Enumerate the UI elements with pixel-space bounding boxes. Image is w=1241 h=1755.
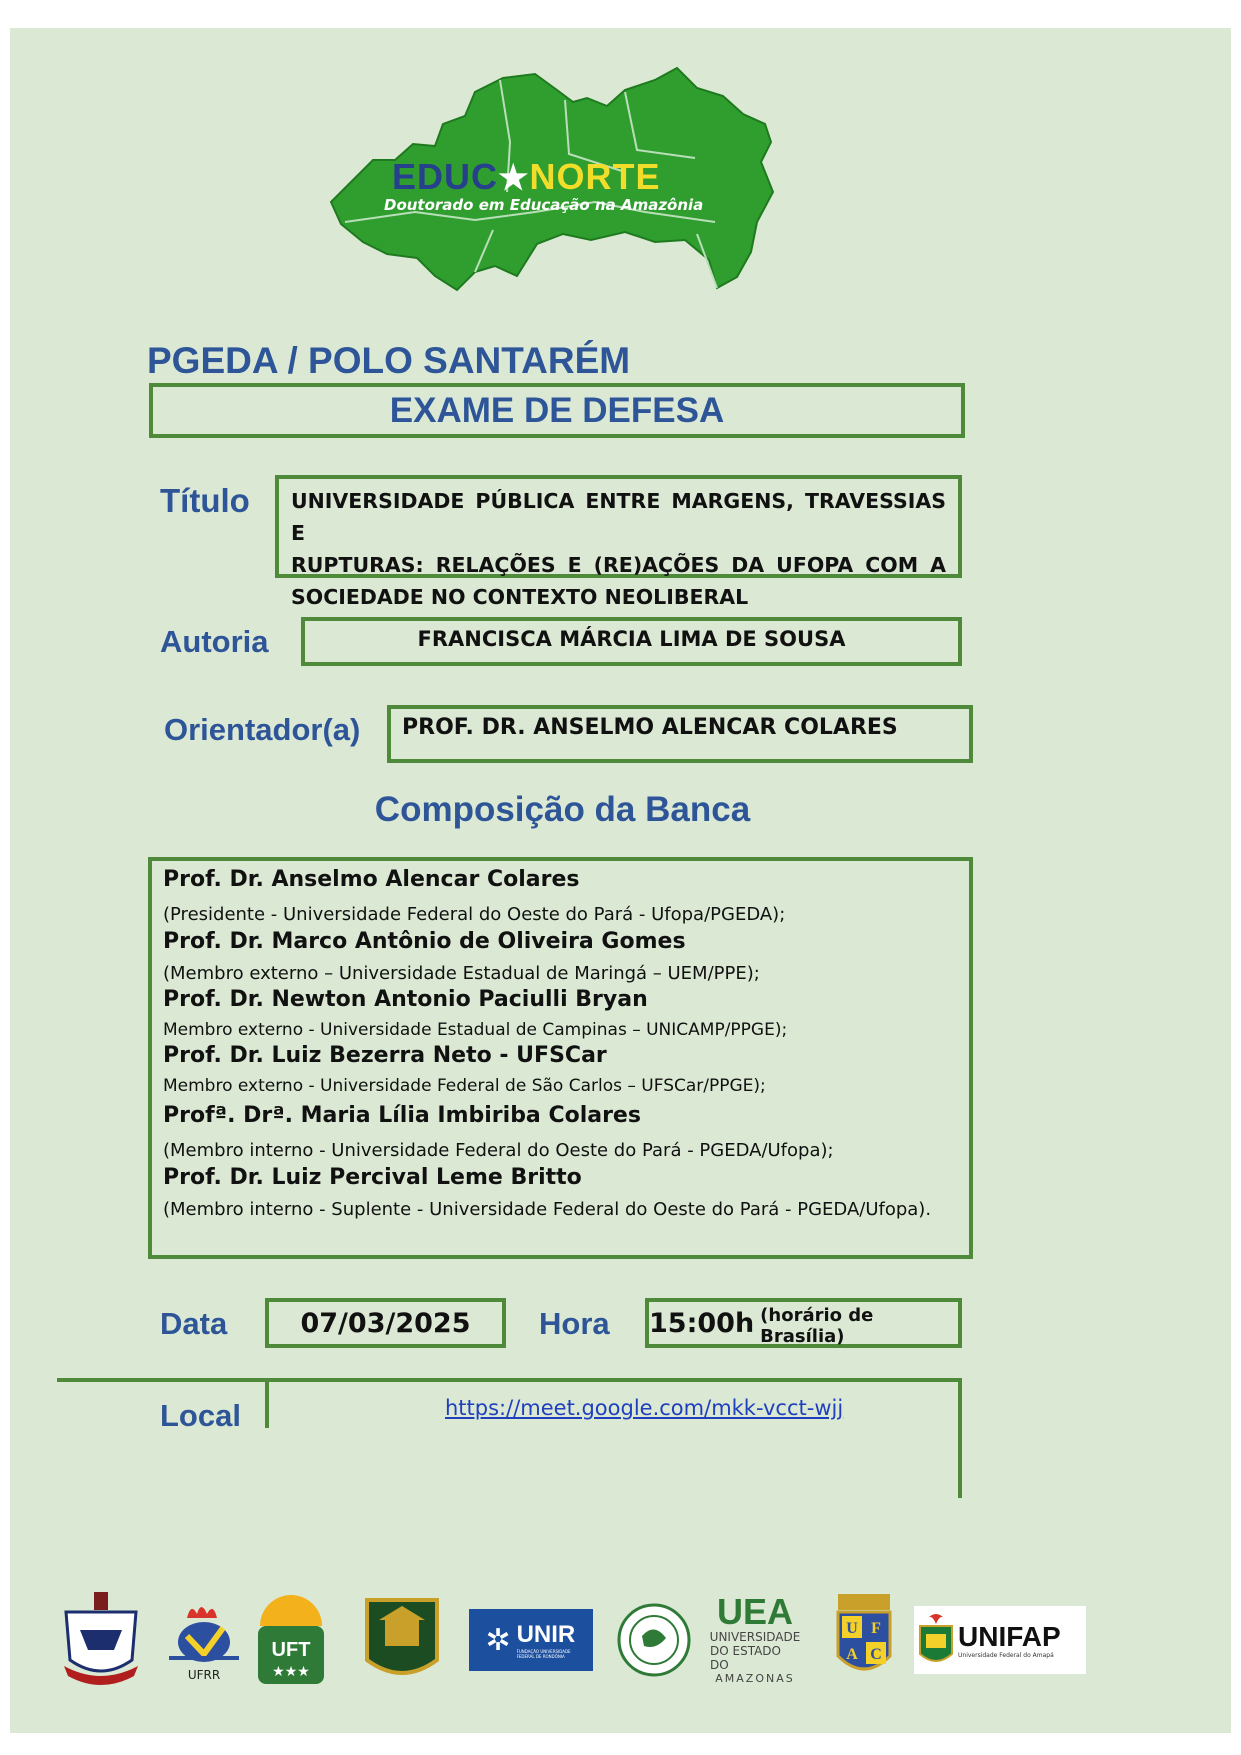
banca-list	[163, 867, 953, 1225]
ufpa-seal-icon	[60, 1590, 142, 1690]
orientador-value: PROF. DR. ANSELMO ALENCAR COLARES	[402, 715, 898, 740]
data-value: 07/03/2025	[300, 1307, 471, 1339]
member-name: Prof. Dr. Luiz Bezerra Neto - UFSCar	[163, 1043, 607, 1068]
titulo-line-2: RUPTURAS: RELAÇÕES E (RE)AÇÕES DA UFOPA COM A	[291, 553, 946, 577]
ufac-shield-icon	[830, 1590, 898, 1690]
banca-box	[148, 857, 973, 1259]
ufrr-logo	[164, 1590, 244, 1690]
unifap-logo	[914, 1590, 1086, 1690]
meet-link[interactable]: https://meet.google.com/mkk-vcct-wjj	[445, 1396, 844, 1420]
banca-member	[163, 1043, 953, 1103]
ufrr-caption: UFRR	[187, 1668, 221, 1682]
svg-text:UFT: UFT	[271, 1639, 311, 1661]
svg-text:C: C	[870, 1646, 882, 1663]
unir-name: UNIR	[516, 1621, 576, 1648]
ufrr-flame-icon	[165, 1598, 243, 1668]
data-label: Data	[160, 1306, 228, 1341]
member-name: Prof. Dr. Anselmo Alencar Colares	[163, 867, 580, 892]
uea-sub-3: AMAZONAS	[715, 1672, 795, 1685]
uea-name: UEA	[716, 1591, 793, 1632]
ufam-logo	[616, 1590, 692, 1690]
unifap-crest-icon	[914, 1610, 958, 1670]
uea-sub-1: UNIVERSIDADE	[709, 1630, 801, 1644]
ufopa-logo	[357, 1590, 447, 1690]
data-box	[265, 1298, 506, 1348]
hora-value: 15:00h	[649, 1307, 755, 1339]
member-role: (Membro interno - Universidade Federal do Oeste do Pará - PGEDA/Ufopa);	[163, 1140, 834, 1161]
banca-member	[163, 867, 953, 929]
autoria-label: Autoria	[160, 624, 269, 659]
member-role: (Membro interno - Suplente - Universidade Federal do Oeste do Pará - PGEDA/Ufopa).	[163, 1199, 932, 1220]
event-box	[149, 383, 965, 438]
brand-name	[392, 156, 661, 198]
ufam-seal-icon	[616, 1602, 692, 1678]
svg-text:F: F	[871, 1620, 881, 1637]
hora-note: (horário de Brasília)	[760, 1305, 874, 1347]
orientador-box	[387, 705, 973, 763]
ufopa-crest-icon	[357, 1590, 447, 1690]
member-name: Profª. Drª. Maria Lília Imbiriba Colares	[163, 1103, 641, 1128]
banca-member	[163, 1103, 953, 1165]
orientador-label: Orientador(a)	[164, 712, 361, 747]
brand-tagline: Doutorado em Educação na Amazônia	[384, 196, 704, 214]
ufpa-logo	[60, 1590, 142, 1690]
local-label: Local	[160, 1398, 241, 1433]
member-name: Prof. Dr. Luiz Percival Leme Britto	[163, 1165, 582, 1190]
unir-star-icon: ✲	[485, 1623, 511, 1657]
uft-logo	[252, 1590, 330, 1690]
titulo-line-3: SOCIEDADE NO CONTEXTO NEOLIBERAL	[291, 585, 749, 609]
uft-sun-icon	[252, 1590, 330, 1690]
titulo-box	[275, 475, 962, 609]
banca-member	[163, 1165, 953, 1225]
member-role: (Membro externo – Universidade Estadual de Maringá – UEM/PPE);	[163, 963, 760, 984]
banca-member	[163, 929, 953, 987]
hora-box	[645, 1298, 962, 1348]
svg-text:A: A	[846, 1646, 858, 1663]
titulo-label: Título	[160, 482, 250, 519]
unifap-name: UNIFAP	[958, 1620, 1061, 1652]
ufac-logo	[830, 1590, 898, 1690]
local-divider	[265, 1378, 269, 1428]
hora-label: Hora	[539, 1306, 610, 1341]
member-role: Membro externo - Universidade Federal de São Carlos – UFSCar/PPGE);	[163, 1076, 766, 1096]
member-name: Prof. Dr. Newton Antonio Paciulli Bryan	[163, 987, 648, 1012]
local-right-rule	[958, 1378, 962, 1498]
local-top-rule	[57, 1378, 961, 1382]
svg-text:U: U	[846, 1620, 858, 1637]
member-role: Membro externo - Universidade Estadual de Campinas – UNICAMP/PPGE);	[163, 1020, 788, 1040]
member-name: Prof. Dr. Marco Antônio de Oliveira Gomes	[163, 929, 686, 954]
banca-member	[163, 987, 953, 1043]
titulo-line-1: UNIVERSIDADE PÚBLICA ENTRE MARGENS, TRAVESSIAS E	[291, 489, 946, 545]
event-title: EXAME DE DEFESA	[389, 390, 725, 430]
unifap-sub: Universidade Federal do Amapá	[958, 1651, 1054, 1659]
uea-sub-2: DO ESTADO DO	[710, 1644, 781, 1672]
star-icon: ★	[498, 159, 530, 197]
svg-text:★★★: ★★★	[272, 1664, 310, 1680]
uea-logo	[710, 1590, 800, 1690]
brand-name-left: EDUC	[392, 156, 499, 197]
program-title: PGEDA / POLO SANTARÉM	[147, 340, 631, 381]
autoria-value: FRANCISCA MÁRCIA LIMA DE SOUSA	[417, 627, 846, 651]
unir-logo	[469, 1590, 593, 1690]
brand-name-right: NORTE	[529, 156, 661, 197]
member-role: (Presidente - Universidade Federal do Oeste do Pará - Ufopa/PGEDA);	[163, 904, 786, 925]
unir-sub: FUNDAÇÃO UNIVERSIDADE FEDERAL DE RONDÔNIA	[516, 1649, 571, 1659]
autoria-box	[301, 617, 962, 666]
banca-title: Composição da Banca	[374, 790, 751, 829]
